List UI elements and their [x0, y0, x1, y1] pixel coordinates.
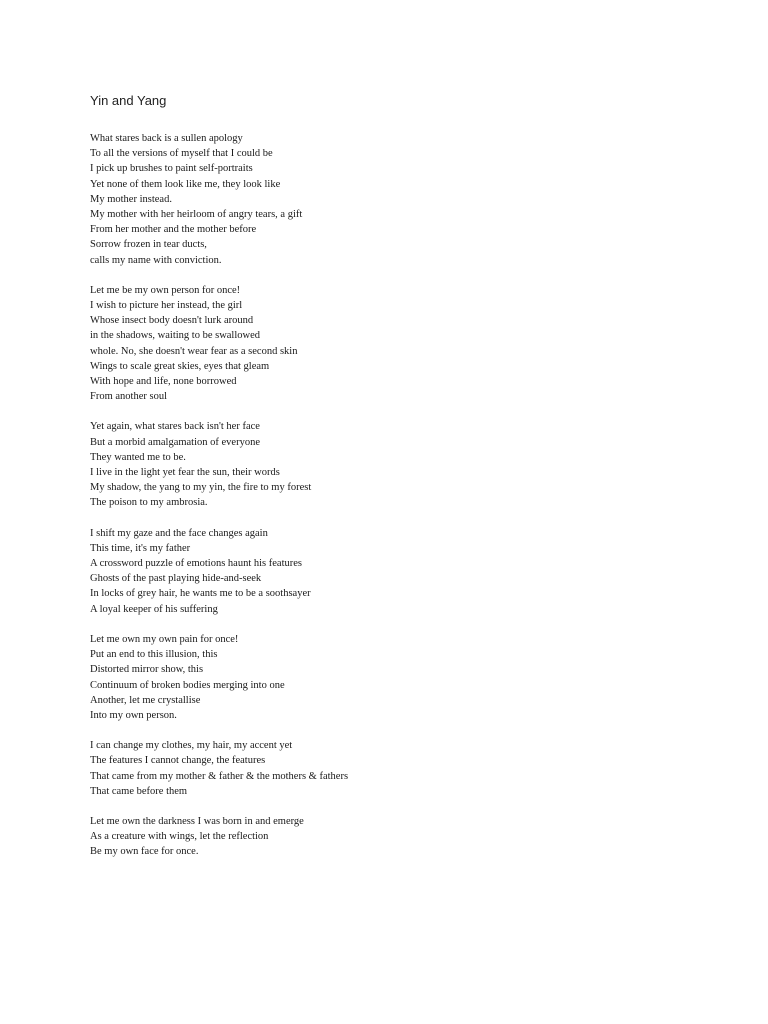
poem-stanza — [90, 526, 730, 617]
poem-line: My shadow, the yang to my yin, the fire to my forest — [90, 482, 312, 494]
poem-line: To all the versions of myself that I could be — [90, 148, 273, 160]
poem-line: Another, let me crystallise — [90, 694, 201, 706]
poem-line: Whose insect body doesn't lurk around — [90, 315, 254, 327]
poem-line: My mother instead. — [90, 193, 172, 205]
poem-line: whole. No, she doesn't wear fear as a second skin — [90, 345, 298, 357]
poem-line: Be my own face for once. — [90, 846, 199, 858]
poem-line: The features I cannot change, the features — [90, 755, 266, 767]
poem-title: Yin and Yang — [90, 93, 167, 108]
poem-line: That came before them — [90, 785, 188, 797]
poem-stanza — [90, 632, 730, 723]
poem-line: Yet again, what stares back isn't her face — [90, 421, 260, 433]
poem-line: Wings to scale great skies, eyes that gleam — [90, 360, 270, 372]
poem-line: Let me own the darkness I was born in and emerge — [90, 815, 304, 827]
poem-line: This time, it's my father — [90, 542, 191, 554]
poem-stanza — [90, 283, 730, 405]
poem-line: From another soul — [90, 391, 167, 403]
poem-line: Put an end to this illusion, this — [90, 649, 218, 661]
document-page — [90, 93, 730, 875]
poem-line: Distorted mirror show, this — [90, 664, 204, 676]
poem-line: Ghosts of the past playing hide-and-seek — [90, 573, 262, 585]
poem-line: Sorrow frozen in tear ducts, — [90, 239, 207, 251]
poem-stanza — [90, 131, 730, 268]
poem-line: That came from my mother & father & the mothers & fathers — [90, 770, 349, 782]
poem-line: As a creature with wings, let the reflection — [90, 831, 269, 843]
poem-line: With hope and life, none borrowed — [90, 376, 237, 388]
poem-line: I pick up brushes to paint self-portraits — [90, 163, 253, 175]
poem-line: Yet none of them look like me, they look like — [90, 178, 281, 190]
poem-line: Continuum of broken bodies merging into one — [90, 679, 285, 691]
poem-line: I wish to picture her instead, the girl — [90, 300, 243, 312]
poem-body — [90, 131, 730, 860]
poem-line: A loyal keeper of his suffering — [90, 603, 218, 615]
poem-line: The poison to my ambrosia. — [90, 497, 208, 509]
poem-line: From her mother and the mother before — [90, 224, 257, 236]
poem-line: Let me be my own person for once! — [90, 284, 241, 296]
poem-line: A crossword puzzle of emotions haunt his features — [90, 558, 302, 570]
poem-line: calls my name with conviction. — [90, 254, 222, 266]
poem-line: I shift my gaze and the face changes again — [90, 527, 268, 539]
poem-line: Let me own my own pain for once! — [90, 633, 239, 645]
poem-line: I live in the light yet fear the sun, their words — [90, 467, 280, 479]
poem-stanza — [90, 814, 730, 860]
poem-stanza — [90, 419, 730, 510]
poem-line: My mother with her heirloom of angry tears, a gift — [90, 209, 303, 221]
poem-line: in the shadows, waiting to be swallowed — [90, 330, 261, 342]
poem-line: They wanted me to be. — [90, 451, 186, 463]
poem-stanza — [90, 738, 730, 799]
poem-line: In locks of grey hair, he wants me to be a soothsayer — [90, 588, 311, 600]
poem-line: I can change my clothes, my hair, my accent yet — [90, 740, 293, 752]
poem-line: But a morbid amalgamation of everyone — [90, 436, 260, 448]
poem-line: Into my own person. — [90, 709, 177, 721]
poem-line: What stares back is a sullen apology — [90, 133, 243, 144]
